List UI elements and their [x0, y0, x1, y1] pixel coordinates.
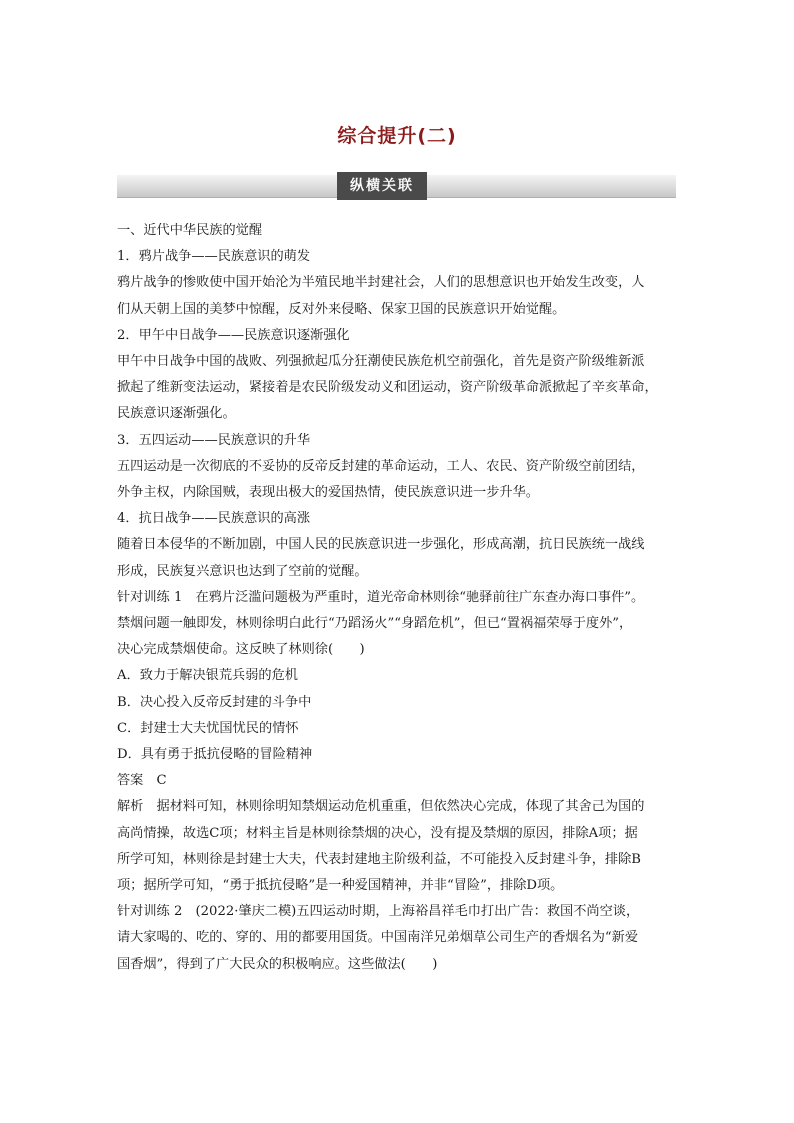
body-line: 掀起了维新变法运动，紧接着是农民阶级发动义和团运动，资产阶级革命派掀起了辛亥革命，	[117, 380, 658, 396]
answer: 答案 C	[117, 773, 167, 789]
option-b: B．决心投入反帝反封建的斗争中	[117, 694, 312, 710]
section-heading: 2．甲午中日战争——民族意识逐渐强化	[117, 327, 350, 343]
analysis-line: 高尚情操，故选C项；材料主旨是林则徐禁烟的决心，没有提及禁烟的原因，排除A项；据	[117, 825, 638, 841]
option-a: A．致力于解决银荒兵弱的危机	[117, 668, 298, 684]
question-1-line: 针对训练 1 在鸦片泛滥问题极为严重时，道光帝命林则徐“驰驿前往广东查办海口事件”。	[117, 589, 645, 605]
document-body	[117, 218, 679, 978]
question-2-line: 针对训练 2 (2022·肇庆二模)五四运动时期，上海裕昌祥毛巾打出广告：救国不尚空谈，	[117, 904, 640, 920]
analysis-line: 所学可知，林则徐是封建士大夫，代表封建地主阶级利益，不可能投入反封建斗争，排除B	[117, 851, 641, 867]
question-1-line: 决心完成禁烟使命。这反映了林则徐( )	[117, 642, 365, 658]
body-line: 外争主权，内除国贼，表现出极大的爱国热情，使民族意识进一步升华。	[117, 485, 539, 501]
question-1-line: 禁烟问题一触即发，林则徐明白此行“乃蹈汤火”“身蹈危机”，但已“置祸福荣辱于度外”，	[117, 616, 633, 632]
body-line: 民族意识逐渐强化。	[117, 406, 236, 422]
section-banner-label: 纵横关联	[337, 172, 427, 200]
section-heading: 3．五四运动——民族意识的升华	[117, 432, 311, 448]
question-2-line: 国香烟”，得到了广大民众的积极响应。这些做法( )	[117, 956, 438, 972]
option-d: D．具有勇于抵抗侵略的冒险精神	[117, 747, 313, 763]
analysis-line: 项；据所学可知，“勇于抵抗侵略”是一种爱国精神，并非“冒险”，排除D项。	[117, 878, 564, 894]
analysis-line: 解析 据材料可知，林则徐明知禁烟运动危机重重，但依然决心完成，体现了其舍己为国的	[117, 799, 645, 815]
body-line: 甲午中日战争中国的战败、列强掀起瓜分狂潮使民族危机空前强化，首先是资产阶级维新派	[117, 354, 645, 370]
body-line: 们从天朝上国的美梦中惊醒，反对外来侵略、保家卫国的民族意识开始觉醒。	[117, 301, 566, 317]
body-line: 鸦片战争的惨败使中国开始沦为半殖民地半封建社会，人们的思想意识也开始发生改变，人	[117, 275, 645, 291]
question-2-line: 请大家喝的、吃的、穿的、用的都要用国货。中国南洋兄弟烟草公司生产的香烟名为“新爱	[117, 930, 639, 946]
section-heading: 1．鸦片战争——民族意识的萌发	[117, 249, 311, 265]
body-line: 形成，民族复兴意识也达到了空前的觉醒。	[117, 563, 368, 579]
body-line: 随着日本侵华的不断加剧，中国人民的民族意识进一步强化，形成高潮，抗日民族统一战线	[117, 537, 645, 553]
section-heading: 4．抗日战争——民族意识的高涨	[117, 511, 311, 527]
body-line: 五四运动是一次彻底的不妥协的反帝反封建的革命运动，工人、农民、资产阶级空前团结，	[117, 458, 645, 474]
option-c: C．封建士大夫忧国忧民的情怀	[117, 720, 299, 736]
page-title: 综合提升(二)	[337, 125, 457, 147]
heading-main: 一、近代中华民族的觉醒	[117, 223, 263, 238]
